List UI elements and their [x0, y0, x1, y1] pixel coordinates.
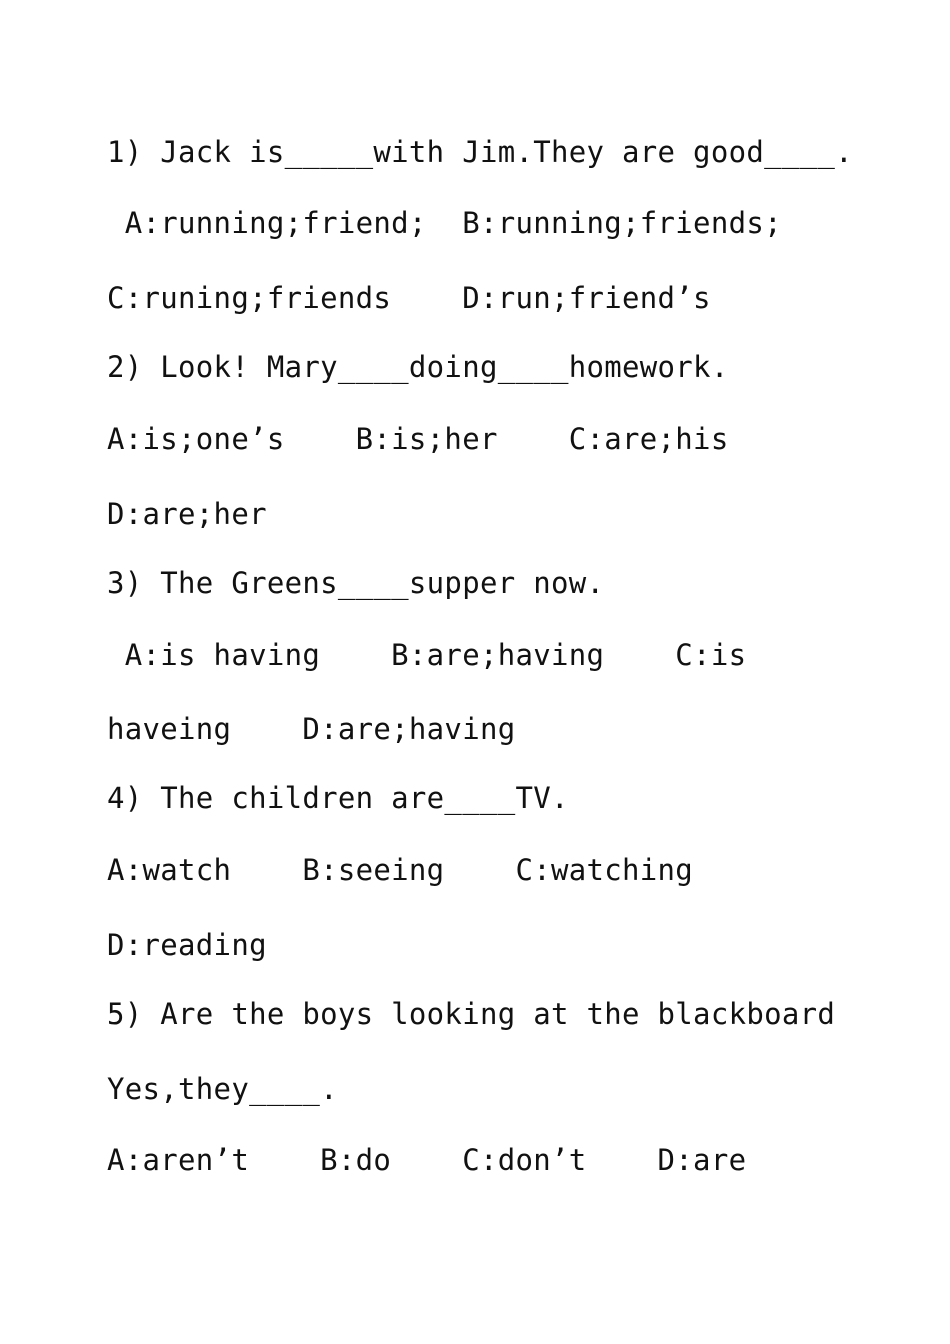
question-3-stem: 3) The Greens____supper now.	[107, 566, 605, 600]
question-2-stem: 2) Look! Mary____doing____homework.	[107, 350, 729, 384]
question-4-options-line-1: A:watch B:seeing C:watching	[107, 853, 694, 887]
question-2-options-line-1: A:is;one’s B:is;her C:are;his	[107, 422, 729, 456]
question-1-stem: 1) Jack is_____with Jim.They are good____.	[107, 135, 853, 169]
question-5-stem: 5) Are the boys looking at the blackboard	[107, 997, 836, 1031]
question-1-options-line-2: C:runing;friends D:run;friend’s	[107, 281, 711, 315]
question-5-answer-line: Yes,they____.	[107, 1072, 338, 1106]
question-3-options-line-1: A:is having B:are;having C:is	[107, 638, 747, 672]
question-5-options-line: A:aren’t B:do C:don’t D:are	[107, 1143, 747, 1177]
question-1-options-line-1: A:running;friend; B:running;friends;	[107, 206, 782, 240]
question-3-options-line-2: haveing D:are;having	[107, 712, 516, 746]
question-2-options-line-2: D:are;her	[107, 497, 267, 531]
question-4-options-line-2: D:reading	[107, 928, 267, 962]
question-4-stem: 4) The children are____TV.	[107, 781, 569, 815]
